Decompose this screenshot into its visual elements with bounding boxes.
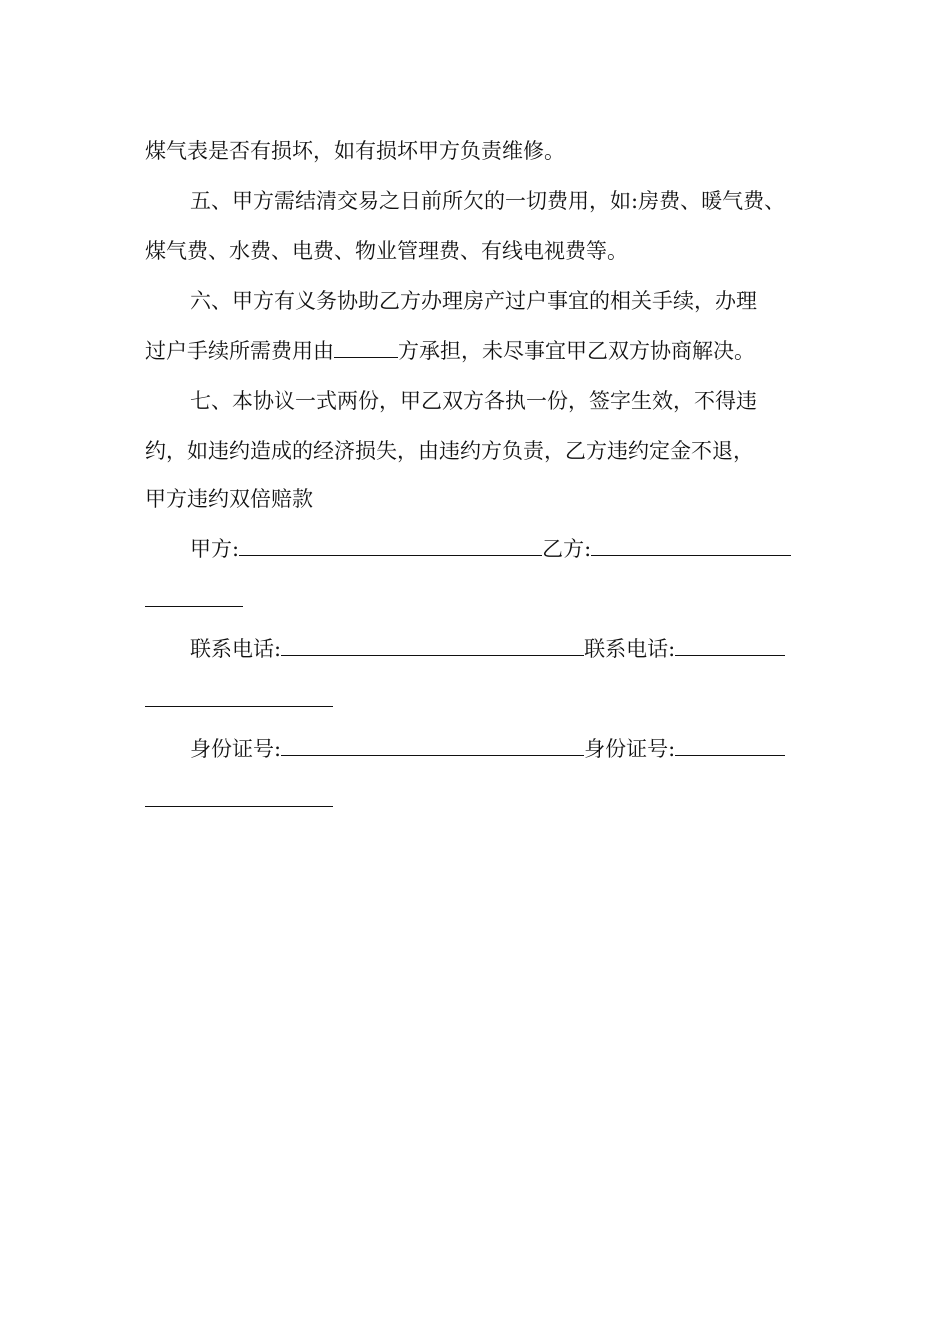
- phone-b-label: 联系电话:: [584, 637, 676, 661]
- clause-six-text-before-blank: 过户手续所需费用由: [145, 339, 334, 363]
- party-b-signature-field-continuation[interactable]: [145, 606, 243, 607]
- clause-five-line-2: 煤气费、水费、电费、物业管理费、有线电视费等。: [145, 239, 628, 263]
- clause-seven-line-2: 约，如违约造成的经济损失，由违约方负责，乙方违约定金不退，: [145, 439, 754, 463]
- id-a-field[interactable]: [281, 737, 584, 756]
- phone-a-field[interactable]: [281, 637, 584, 656]
- phone-row: [190, 636, 785, 662]
- party-a-signature-field[interactable]: [239, 537, 542, 556]
- id-a-label: 身份证号:: [190, 737, 282, 761]
- clause-six-line-1: 六、甲方有义务协助乙方办理房产过户事宜的相关手续，办理: [190, 289, 757, 313]
- id-number-row: [190, 736, 785, 762]
- clause-six-text-after-blank: 方承担，未尽事宜甲乙双方协商解决。: [398, 339, 755, 363]
- phone-a-label: 联系电话:: [190, 637, 282, 661]
- party-b-label: 乙方:: [542, 537, 592, 561]
- id-b-field-continuation[interactable]: [145, 806, 333, 807]
- id-b-label: 身份证号:: [584, 737, 676, 761]
- phone-b-field-continuation[interactable]: [145, 706, 333, 707]
- paragraph-line-1: 煤气表是否有损坏，如有损坏甲方负责维修。: [145, 139, 565, 163]
- phone-b-field[interactable]: [675, 637, 785, 656]
- party-signature-row: [190, 536, 791, 562]
- party-a-label: 甲方:: [190, 537, 240, 561]
- fee-party-blank[interactable]: [334, 339, 398, 358]
- id-b-field[interactable]: [675, 737, 785, 756]
- clause-seven-line-3: 甲方违约双倍赔款: [145, 487, 313, 511]
- clause-six-line-2: [145, 338, 755, 364]
- clause-seven-line-1: 七、本协议一式两份，甲乙双方各执一份，签字生效，不得违: [190, 389, 757, 413]
- clause-five-line-1: 五、甲方需结清交易之日前所欠的一切费用，如:房费、暖气费、: [190, 189, 786, 213]
- party-b-signature-field[interactable]: [591, 537, 791, 556]
